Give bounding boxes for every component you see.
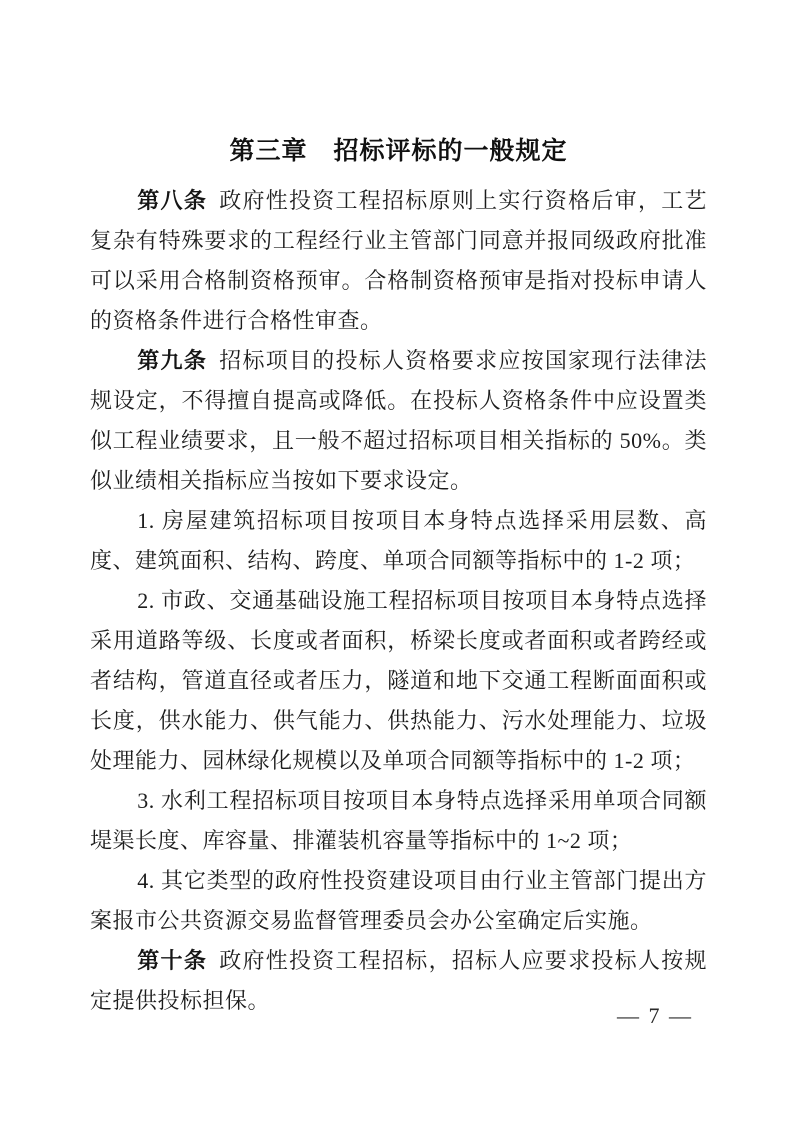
article-text: 3. 水利工程招标项目按项目本身特点选择采用单项合同额堤渠长度、库容量、排灌装机容量等指标中的 1~2 项； <box>90 788 707 853</box>
article-paragraph <box>90 941 707 1021</box>
chapter-title: 第三章 招标评标的一般规定 <box>229 137 568 165</box>
article-text: 4. 其它类型的政府性投资建设项目由行业主管部门提出方案报市公共资源交易监督管理委员会办公室确定后实施。 <box>90 868 707 933</box>
document-content <box>90 134 707 1021</box>
article-text: 政府性投资工程招标原则上实行资格后审，工艺复杂有特殊要求的工程经行业主管部门同意并报同级政府批准可以采用合格制资格预审。合格制资格预审是指对投标申请人的资格条件进行合格性审查。 <box>90 188 707 333</box>
list-item-paragraph <box>90 861 707 941</box>
list-item-paragraph <box>90 501 707 581</box>
list-item-paragraph <box>90 581 707 781</box>
article-number: 第十条 <box>137 948 208 973</box>
article-paragraph <box>90 341 707 501</box>
article-text: 政府性投资工程招标，招标人应要求投标人按规定提供投标担保。 <box>90 948 707 1013</box>
list-item-paragraph <box>90 781 707 861</box>
article-text: 2. 市政、交通基础设施工程招标项目按项目本身特点选择采用道路等级、长度或者面积，桥梁长度或者面积或者跨经或者结构，管道直径或者压力，隧道和地下交通工程断面面积或长度，供水能力、供气能力、供热能力、污水处理能力、垃圾处理能力、园林绿化规模以及单项合同额等指标中的 1-2 项； <box>90 588 707 773</box>
article-number: 第九条 <box>137 348 208 373</box>
page-number: — 7 — <box>617 1003 693 1028</box>
article-number: 第八条 <box>137 188 208 213</box>
article-paragraph <box>90 181 707 341</box>
article-text: 1. 房屋建筑招标项目按项目本身特点选择采用层数、高度、建筑面积、结构、跨度、单项合同额等指标中的 1-2 项； <box>90 508 707 573</box>
article-text: 招标项目的投标人资格要求应按国家现行法律法规设定，不得擅自提高或降低。在投标人资格条件中应设置类似工程业绩要求，且一般不超过招标项目相关指标的 50%。类似业绩相关指标应当按如下要求设定。 <box>90 348 707 493</box>
